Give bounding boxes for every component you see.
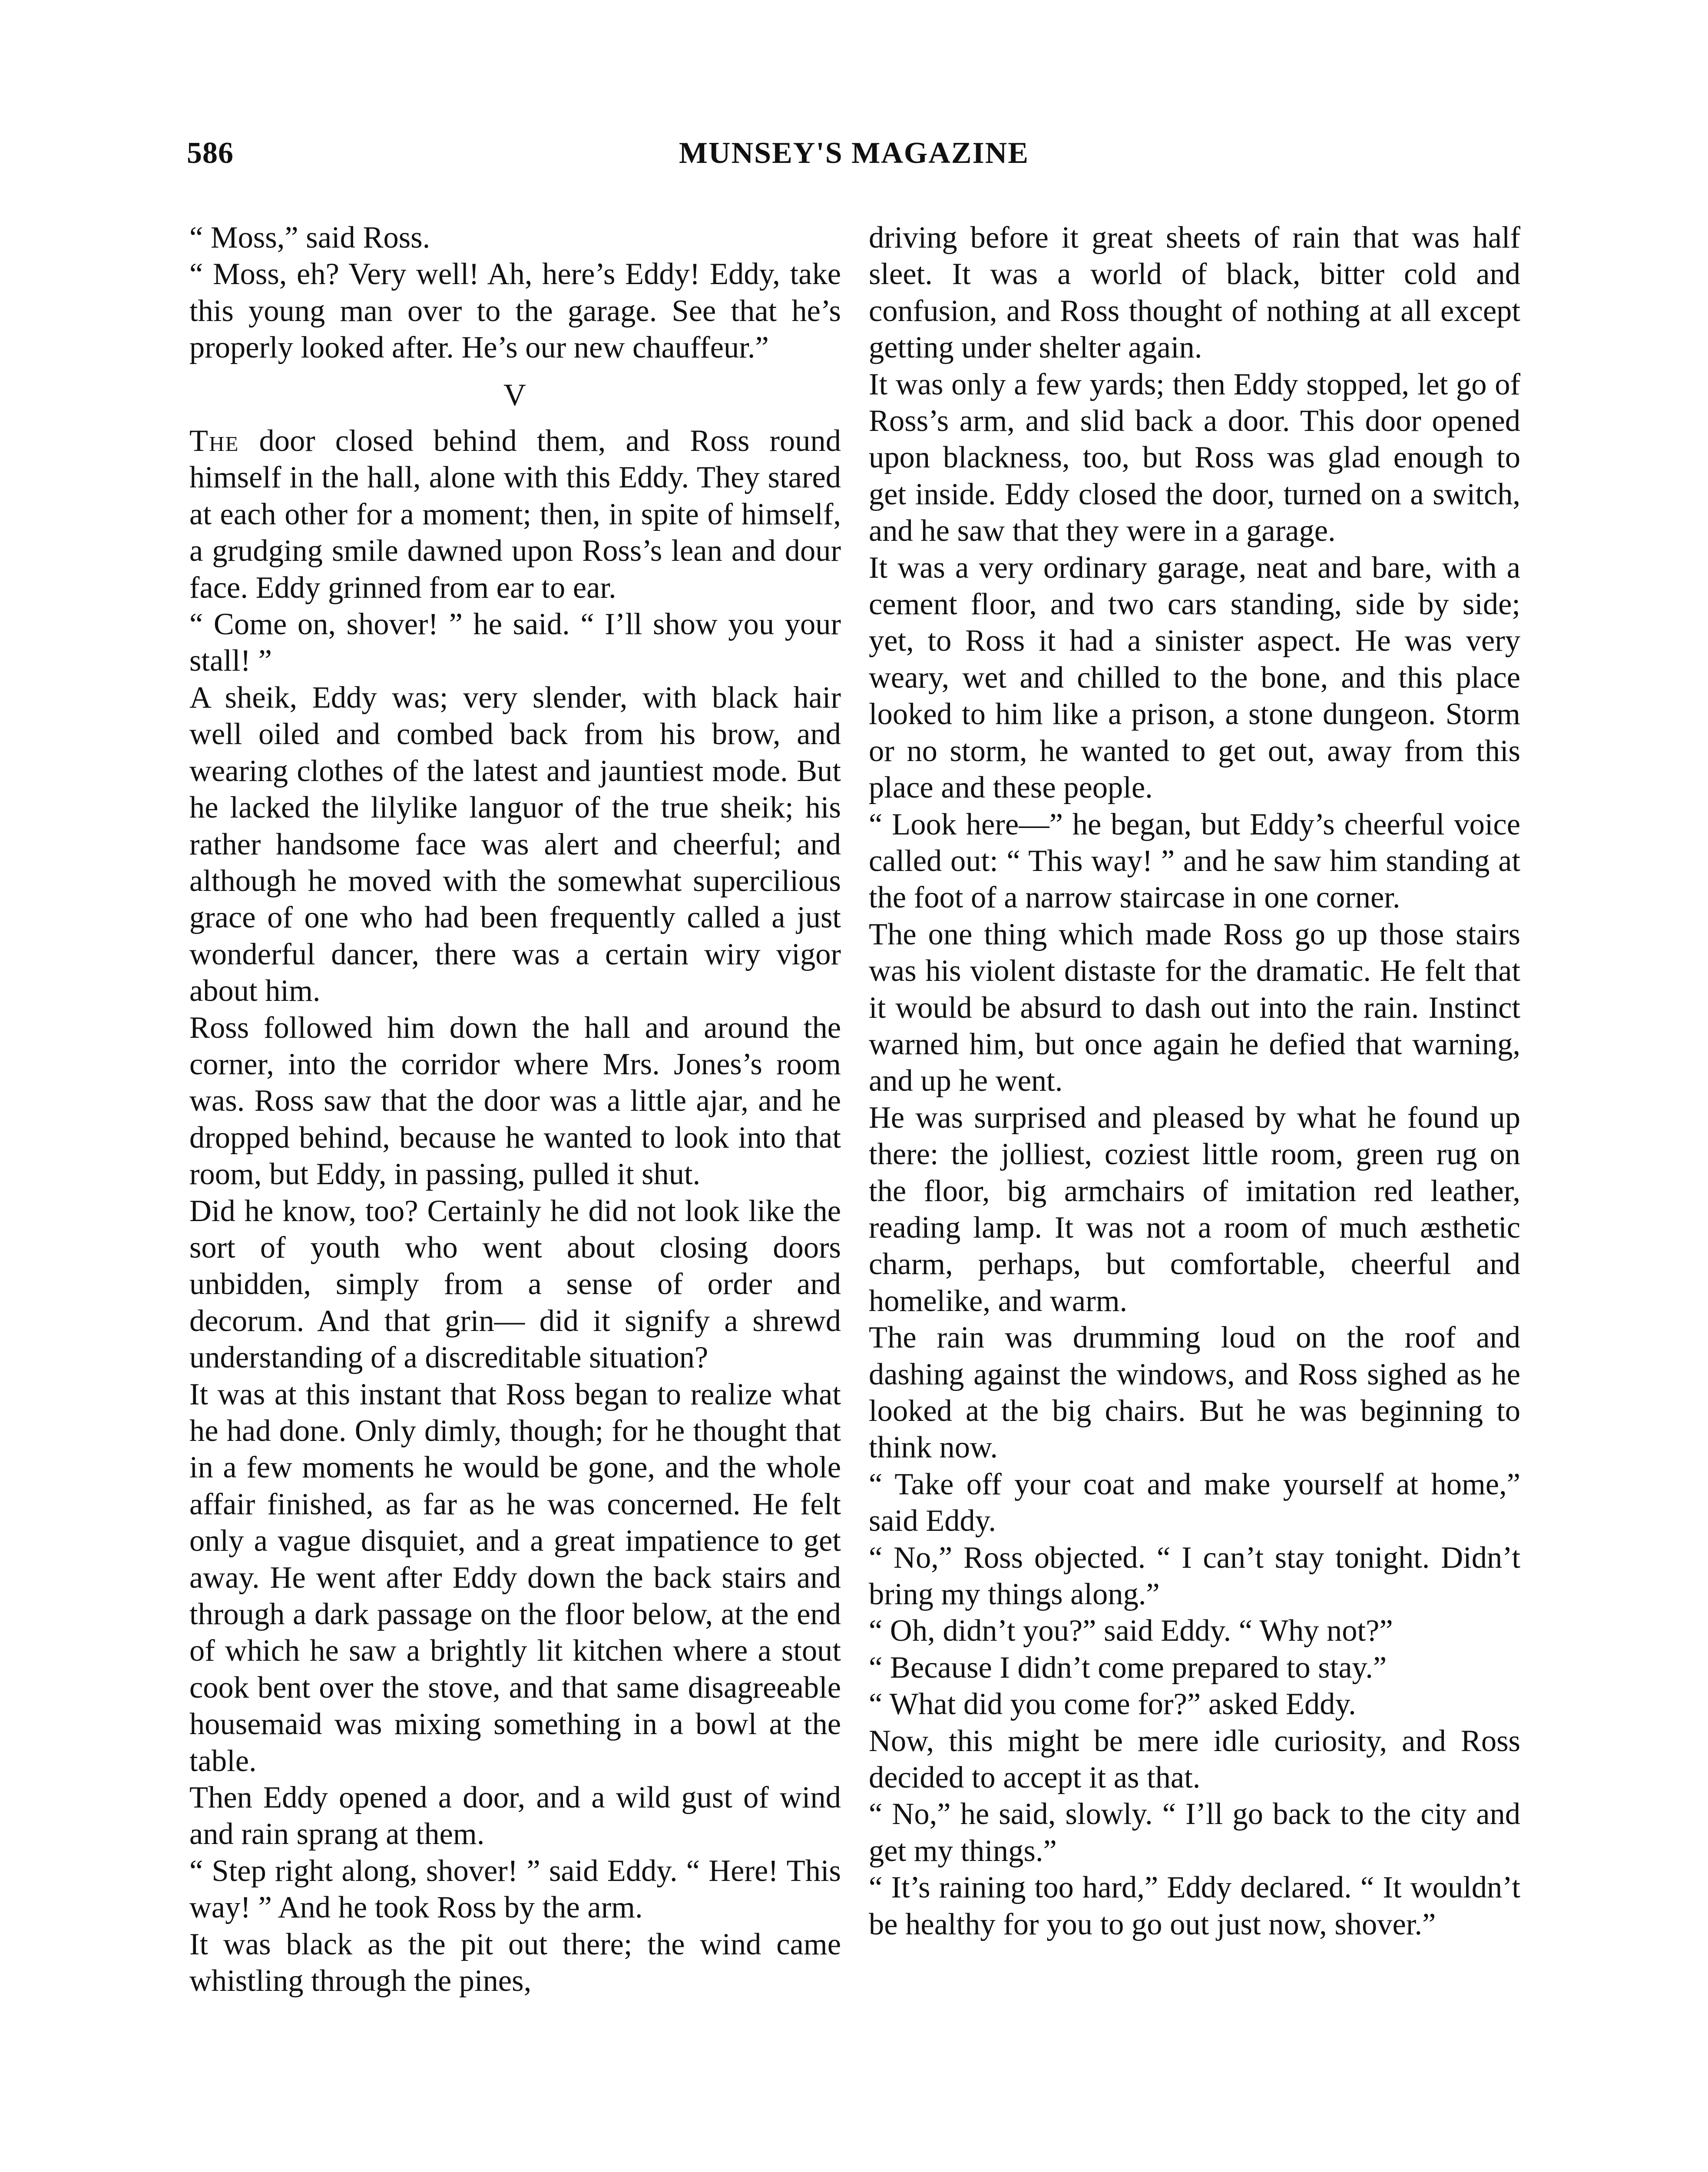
paragraph: driving before it great sheets of rain that was half sleet. It was a world of black, bitter cold and confusion, and Ross thought of nothing at all except getting under shelter again. <box>869 221 1520 365</box>
page-number: 586 <box>187 136 234 170</box>
paragraph: “ Take off your coat and make yourself at home,” said Eddy. <box>869 1467 1520 1538</box>
left-column <box>189 219 841 2000</box>
paragraph: Ross followed him down the hall and around the corner, into the corridor where Mrs. Jones’s room was. Ross saw that the door was a little ajar, and he dropped behind, because he wanted to look into that room, but Eddy, in passing, pulled it shut. <box>189 1010 841 1192</box>
paragraph: “ Oh, didn’t you?” said Eddy. “ Why not?” <box>869 1614 1393 1648</box>
paragraph: “ Because I didn’t come prepared to stay.” <box>869 1650 1387 1685</box>
right-column <box>869 219 1520 1943</box>
running-head: MUNSEY'S MAGAZINE <box>679 136 1029 170</box>
paragraph: “ No,” he said, slowly. “ I’ll go back to the city and get my things.” <box>869 1797 1520 1868</box>
paragraph: Now, this might be mere idle curiosity, and Ross decided to accept it as that. <box>869 1724 1520 1795</box>
paragraph: It was a very ordinary garage, neat and bare, with a cement floor, and two cars standing, side by side; yet, to Ross it had a sinister aspect. He was very weary, wet and chilled to the bone, and this place looked to him like a prison, a stone dungeon. Storm or no storm, he wanted to get out, away from this place and these people. <box>869 550 1520 805</box>
paragraph: “ It’s raining too hard,” Eddy declared. “ It wouldn’t be healthy for you to go out just now, shover.” <box>869 1871 1520 1941</box>
paragraph: The one thing which made Ross go up those stairs was his violent distaste for the dramatic. He felt that it would be absurd to dash out into the rain. Instinct warned him, but once again he defied that warning, and up he went. <box>869 917 1520 1098</box>
paragraph: It was only a few yards; then Eddy stopped, let go of Ross’s arm, and slid back a door. This door opened upon blackness, too, but Ross was glad enough to get inside. Eddy closed the door, turned on a switch, and he saw that they were in a garage. <box>869 367 1520 548</box>
paragraph: He was surprised and pleased by what he found up there: the jolliest, coziest little room, green rug on the floor, big armchairs of imitation red leather, reading lamp. It was not a room of much æsthetic charm, perhaps, but comfortable, cheerful and homelike, and warm. <box>869 1100 1520 1318</box>
paragraph: “ Look here—” he began, but Eddy’s cheerful voice called out: “ This way! ” and he saw him standing at the foot of a narrow staircase in one corner. <box>869 807 1520 915</box>
paragraph: Then Eddy opened a door, and a wild gust of wind and rain sprang at them. <box>189 1781 841 1851</box>
paragraph: The rain was drumming loud on the roof and dashing against the windows, and Ross sighed as he looked at the big chairs. But he was beginning to think now. <box>869 1321 1520 1465</box>
paragraph: It was black as the pit out there; the wind came whistling through the pines, <box>189 1927 841 1998</box>
paragraph: “ Come on, shover! ” he said. “ I’ll show you your stall! ” <box>189 607 841 678</box>
paragraph: “ Step right along, shover! ” said Eddy. “ Here! This way! ” And he took Ross by the arm. <box>189 1854 841 1925</box>
paragraph <box>189 423 841 606</box>
paragraph-text: door closed behind them, and Ross round himself in the hall, alone with this Eddy. They stared at each other for a moment; then, in spite of himself, a grudging smile dawned upon Ross’s lean and dour face. Eddy grinned from ear to ear. <box>189 424 841 605</box>
paragraph: Did he know, too? Certainly he did not look like the sort of youth who went about closing doors unbidden, simply from a sense of order and decorum. And that grin— did it signify a shrewd understanding of a discreditable situation? <box>189 1194 841 1375</box>
paragraph: It was at this instant that Ross began to realize what he had done. Only dimly, though; for he thought that in a few moments he would be gone, and the whole affair finished, as far as he was concerned. He felt only a vague disquiet, and a great impatience to get away. He went after Eddy down the back stairs and through a dark passage on the floor below, at the end of which he saw a brightly lit kitchen where a stout cook bent over the stove, and that same disagreeable housemaid was mixing something in a bowl at the table. <box>189 1377 841 1778</box>
paragraph: “ Moss, eh? Very well! Ah, here’s Eddy! Eddy, take this young man over to the garage. See that he’s properly looked after. He’s our new chauffeur.” <box>189 257 841 365</box>
section-heading: V <box>503 377 527 412</box>
paragraph: “ Moss,” said Ross. <box>189 221 430 255</box>
section-lead-word: The <box>189 424 239 458</box>
paragraph: “ What did you come for?” asked Eddy. <box>869 1687 1356 1722</box>
paragraph: “ No,” Ross objected. “ I can’t stay tonight. Didn’t bring my things along.” <box>869 1540 1520 1612</box>
paragraph: A sheik, Eddy was; very slender, with black hair well oiled and combed back from his brow, and wearing clothes of the latest and jauntiest mode. But he lacked the lilylike languor of the true sheik; his rather handsome face was alert and cheerful; and although he moved with the somewhat supercilious grace of one who had been frequently called a just wonderful dancer, there was a certain wiry vigor about him. <box>189 680 841 1008</box>
